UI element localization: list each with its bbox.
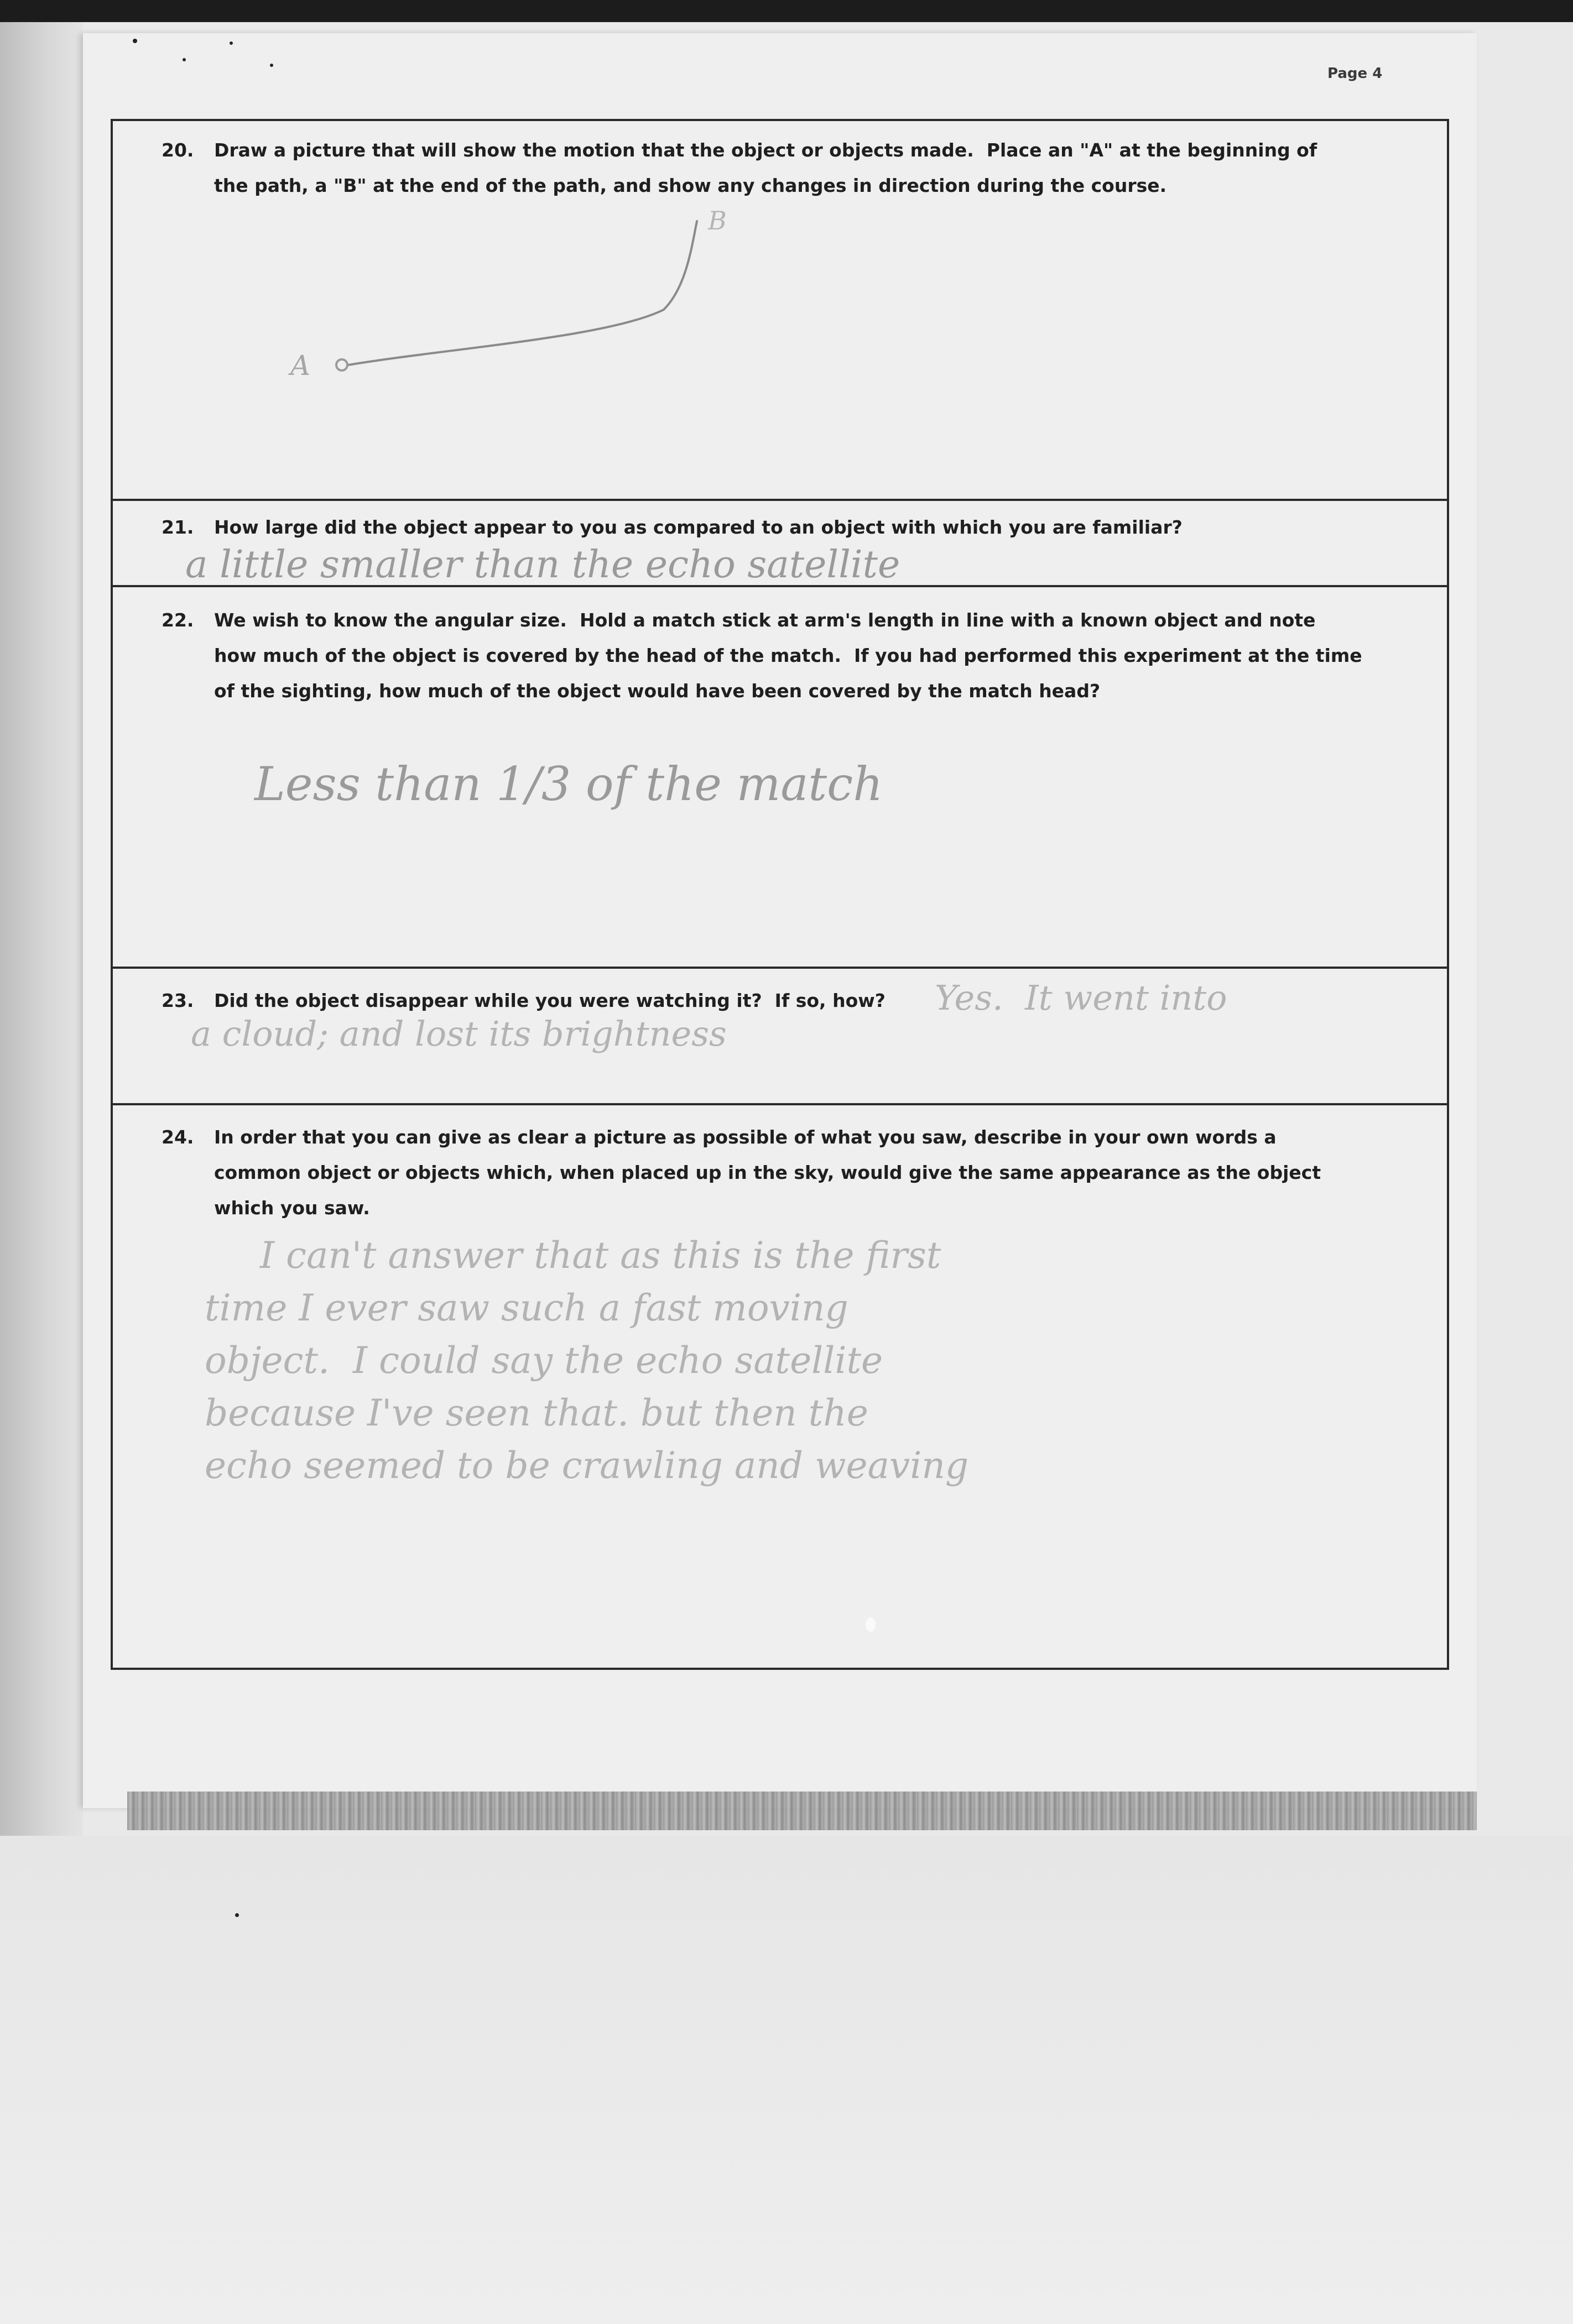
question-number: 24. bbox=[162, 1126, 194, 1148]
scan-shadow-left bbox=[0, 22, 83, 1836]
scan-speck bbox=[183, 58, 186, 61]
answer-24-handwriting-line-5: echo seemed to be crawling and weaving bbox=[205, 1444, 969, 1487]
section-divider bbox=[111, 967, 1449, 969]
question-number: 23. bbox=[162, 990, 194, 1011]
question-20 bbox=[162, 133, 1434, 210]
answer-23-handwriting-line-1: Yes. It went into bbox=[935, 978, 1227, 1018]
answer-22-handwriting: Less than 1/3 of the match bbox=[254, 757, 883, 811]
path-end-label: B bbox=[708, 206, 727, 236]
answer-24-handwriting-line-4: because I've seen that. but then the bbox=[205, 1392, 868, 1434]
answer-24-handwriting-line-3: object. I could say the echo satellite bbox=[205, 1339, 883, 1382]
path-start-label: A bbox=[290, 349, 311, 382]
question-number: 22. bbox=[162, 609, 194, 631]
path-start-marker bbox=[336, 359, 347, 370]
question-21 bbox=[162, 510, 1434, 545]
question-text: How large did the object appear to you as compared to an object with which you are familiar? bbox=[214, 516, 1183, 538]
section-divider bbox=[111, 1103, 1449, 1105]
scan-speck bbox=[230, 41, 233, 45]
answer-24-handwriting-line-2: time I ever saw such a fast moving bbox=[205, 1287, 848, 1329]
question-text: We wish to know the angular size. Hold a match stick at arm's length in line with a known object and note how much of the object is covered by the head of the match. If you had performed this experiment at the time of the sighting, how much of the object would have been covered by the match head? bbox=[214, 609, 1362, 702]
scan-speck bbox=[235, 1913, 239, 1917]
question-number: 20. bbox=[162, 139, 194, 161]
answer-21-handwriting: a little smaller than the echo satellite bbox=[185, 543, 900, 587]
section-divider bbox=[111, 585, 1449, 587]
question-text: Did the object disappear while you were watching it? If so, how? bbox=[214, 990, 886, 1011]
answer-23-handwriting-line-2: a cloud; and lost its brightness bbox=[191, 1014, 727, 1054]
question-number: 21. bbox=[162, 516, 194, 538]
page-number: Page 4 bbox=[1327, 65, 1383, 82]
question-22 bbox=[162, 603, 1434, 713]
scan-border-top bbox=[0, 0, 1573, 22]
section-divider bbox=[111, 499, 1449, 501]
scan-speck bbox=[133, 39, 137, 43]
motion-path-drawing bbox=[265, 199, 763, 387]
page-bottom-edge bbox=[127, 1792, 1477, 1830]
question-text: In order that you can give as clear a picture as possible of what you saw, describe in your own words a common object or objects which, when placed up in the sky, would give the same appearance as the object which you saw. bbox=[214, 1126, 1321, 1219]
question-24 bbox=[162, 1120, 1434, 1230]
scan-speck bbox=[270, 64, 273, 67]
answer-24-handwriting-line-1: I can't answer that as this is the first bbox=[260, 1234, 941, 1277]
scan-lower-background bbox=[0, 1836, 1573, 2324]
motion-path-line bbox=[348, 221, 697, 365]
question-text: Draw a picture that will show the motion that the object or objects made. Place an "A" at the beginning of the path, a "B" at the end of the path, and show any changes in direction during the course. bbox=[214, 139, 1317, 196]
